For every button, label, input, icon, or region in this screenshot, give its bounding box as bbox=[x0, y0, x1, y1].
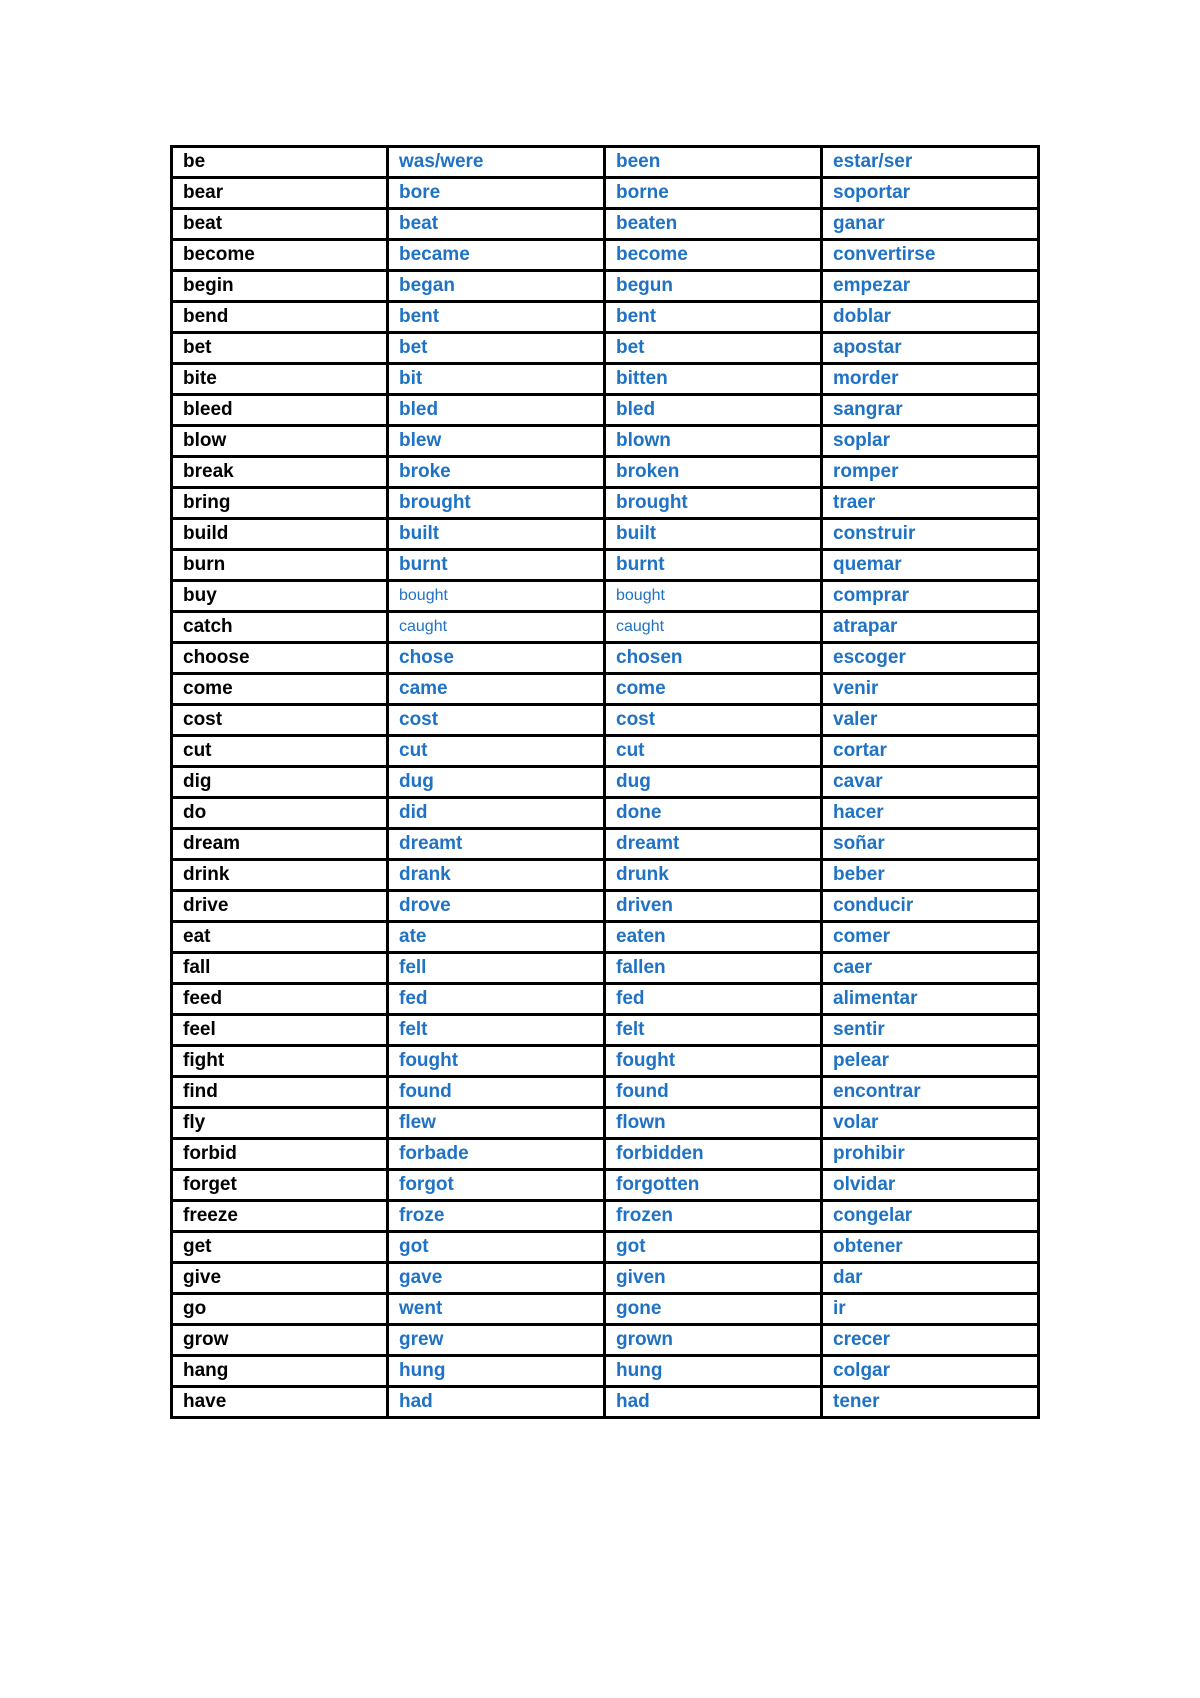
past-participle-cell: dreamt bbox=[605, 829, 822, 860]
spanish-translation-cell: dar bbox=[822, 1263, 1039, 1294]
base-form-cell: forbid bbox=[172, 1139, 388, 1170]
past-simple-cell: flew bbox=[388, 1108, 605, 1139]
past-simple-cell: cost bbox=[388, 705, 605, 736]
base-form-cell: dig bbox=[172, 767, 388, 798]
base-form-cell: cost bbox=[172, 705, 388, 736]
past-participle-cell: gone bbox=[605, 1294, 822, 1325]
table-row bbox=[172, 178, 1039, 209]
table-row bbox=[172, 271, 1039, 302]
past-participle-cell: become bbox=[605, 240, 822, 271]
table-row bbox=[172, 612, 1039, 643]
table-row bbox=[172, 674, 1039, 705]
spanish-translation-cell: sentir bbox=[822, 1015, 1039, 1046]
base-form-cell: bring bbox=[172, 488, 388, 519]
base-form-cell: bear bbox=[172, 178, 388, 209]
past-simple-cell: went bbox=[388, 1294, 605, 1325]
base-form-cell: bet bbox=[172, 333, 388, 364]
past-simple-cell: forbade bbox=[388, 1139, 605, 1170]
spanish-translation-cell: prohibir bbox=[822, 1139, 1039, 1170]
table-row bbox=[172, 488, 1039, 519]
verb-table-body bbox=[172, 147, 1039, 1418]
past-simple-cell: chose bbox=[388, 643, 605, 674]
spanish-translation-cell: comprar bbox=[822, 581, 1039, 612]
spanish-translation-cell: construir bbox=[822, 519, 1039, 550]
past-participle-cell: frozen bbox=[605, 1201, 822, 1232]
table-row bbox=[172, 1046, 1039, 1077]
past-simple-cell: did bbox=[388, 798, 605, 829]
past-simple-cell: bore bbox=[388, 178, 605, 209]
spanish-translation-cell: soportar bbox=[822, 178, 1039, 209]
past-simple-cell: froze bbox=[388, 1201, 605, 1232]
past-participle-cell: eaten bbox=[605, 922, 822, 953]
table-row bbox=[172, 1356, 1039, 1387]
past-simple-cell: had bbox=[388, 1387, 605, 1418]
past-simple-cell: bought bbox=[388, 581, 605, 612]
base-form-cell: drive bbox=[172, 891, 388, 922]
table-row bbox=[172, 209, 1039, 240]
table-row bbox=[172, 829, 1039, 860]
base-form-cell: grow bbox=[172, 1325, 388, 1356]
spanish-translation-cell: obtener bbox=[822, 1232, 1039, 1263]
spanish-translation-cell: valer bbox=[822, 705, 1039, 736]
table-row bbox=[172, 860, 1039, 891]
base-form-cell: eat bbox=[172, 922, 388, 953]
past-simple-cell: bit bbox=[388, 364, 605, 395]
table-row bbox=[172, 1387, 1039, 1418]
spanish-translation-cell: escoger bbox=[822, 643, 1039, 674]
past-participle-cell: dug bbox=[605, 767, 822, 798]
past-participle-cell: come bbox=[605, 674, 822, 705]
table-row bbox=[172, 767, 1039, 798]
base-form-cell: come bbox=[172, 674, 388, 705]
spanish-translation-cell: conducir bbox=[822, 891, 1039, 922]
past-simple-cell: felt bbox=[388, 1015, 605, 1046]
past-simple-cell: ate bbox=[388, 922, 605, 953]
past-simple-cell: was/were bbox=[388, 147, 605, 178]
past-simple-cell: grew bbox=[388, 1325, 605, 1356]
table-row bbox=[172, 1325, 1039, 1356]
table-row bbox=[172, 147, 1039, 178]
past-simple-cell: burnt bbox=[388, 550, 605, 581]
spanish-translation-cell: romper bbox=[822, 457, 1039, 488]
base-form-cell: feel bbox=[172, 1015, 388, 1046]
table-row bbox=[172, 643, 1039, 674]
table-row bbox=[172, 426, 1039, 457]
spanish-translation-cell: apostar bbox=[822, 333, 1039, 364]
spanish-translation-cell: cortar bbox=[822, 736, 1039, 767]
spanish-translation-cell: alimentar bbox=[822, 984, 1039, 1015]
base-form-cell: begin bbox=[172, 271, 388, 302]
base-form-cell: feed bbox=[172, 984, 388, 1015]
past-participle-cell: drunk bbox=[605, 860, 822, 891]
table-row bbox=[172, 1077, 1039, 1108]
spanish-translation-cell: crecer bbox=[822, 1325, 1039, 1356]
base-form-cell: fly bbox=[172, 1108, 388, 1139]
base-form-cell: cut bbox=[172, 736, 388, 767]
past-simple-cell: drove bbox=[388, 891, 605, 922]
past-participle-cell: fallen bbox=[605, 953, 822, 984]
table-row bbox=[172, 1139, 1039, 1170]
base-form-cell: buy bbox=[172, 581, 388, 612]
past-simple-cell: fed bbox=[388, 984, 605, 1015]
past-participle-cell: forbidden bbox=[605, 1139, 822, 1170]
past-participle-cell: got bbox=[605, 1232, 822, 1263]
base-form-cell: find bbox=[172, 1077, 388, 1108]
past-participle-cell: hung bbox=[605, 1356, 822, 1387]
spanish-translation-cell: tener bbox=[822, 1387, 1039, 1418]
base-form-cell: fall bbox=[172, 953, 388, 984]
spanish-translation-cell: venir bbox=[822, 674, 1039, 705]
base-form-cell: catch bbox=[172, 612, 388, 643]
table-row bbox=[172, 395, 1039, 426]
spanish-translation-cell: olvidar bbox=[822, 1170, 1039, 1201]
past-simple-cell: bent bbox=[388, 302, 605, 333]
base-form-cell: freeze bbox=[172, 1201, 388, 1232]
past-simple-cell: caught bbox=[388, 612, 605, 643]
base-form-cell: dream bbox=[172, 829, 388, 860]
table-row bbox=[172, 736, 1039, 767]
past-simple-cell: bet bbox=[388, 333, 605, 364]
table-row bbox=[172, 1263, 1039, 1294]
spanish-translation-cell: convertirse bbox=[822, 240, 1039, 271]
spanish-translation-cell: traer bbox=[822, 488, 1039, 519]
base-form-cell: give bbox=[172, 1263, 388, 1294]
table-row bbox=[172, 302, 1039, 333]
past-simple-cell: bled bbox=[388, 395, 605, 426]
table-row bbox=[172, 364, 1039, 395]
past-simple-cell: broke bbox=[388, 457, 605, 488]
table-row bbox=[172, 891, 1039, 922]
past-participle-cell: forgotten bbox=[605, 1170, 822, 1201]
past-participle-cell: bet bbox=[605, 333, 822, 364]
base-form-cell: be bbox=[172, 147, 388, 178]
base-form-cell: go bbox=[172, 1294, 388, 1325]
past-participle-cell: done bbox=[605, 798, 822, 829]
spanish-translation-cell: quemar bbox=[822, 550, 1039, 581]
base-form-cell: burn bbox=[172, 550, 388, 581]
spanish-translation-cell: colgar bbox=[822, 1356, 1039, 1387]
past-simple-cell: beat bbox=[388, 209, 605, 240]
table-row bbox=[172, 240, 1039, 271]
past-participle-cell: broken bbox=[605, 457, 822, 488]
past-participle-cell: found bbox=[605, 1077, 822, 1108]
past-participle-cell: borne bbox=[605, 178, 822, 209]
spanish-translation-cell: sangrar bbox=[822, 395, 1039, 426]
past-participle-cell: grown bbox=[605, 1325, 822, 1356]
table-row bbox=[172, 1294, 1039, 1325]
base-form-cell: choose bbox=[172, 643, 388, 674]
past-participle-cell: had bbox=[605, 1387, 822, 1418]
past-simple-cell: came bbox=[388, 674, 605, 705]
past-participle-cell: flown bbox=[605, 1108, 822, 1139]
table-row bbox=[172, 922, 1039, 953]
past-simple-cell: dreamt bbox=[388, 829, 605, 860]
table-row bbox=[172, 1170, 1039, 1201]
table-row bbox=[172, 1201, 1039, 1232]
base-form-cell: get bbox=[172, 1232, 388, 1263]
table-row bbox=[172, 953, 1039, 984]
spanish-translation-cell: soñar bbox=[822, 829, 1039, 860]
spanish-translation-cell: soplar bbox=[822, 426, 1039, 457]
past-simple-cell: fell bbox=[388, 953, 605, 984]
base-form-cell: bite bbox=[172, 364, 388, 395]
base-form-cell: blow bbox=[172, 426, 388, 457]
table-row bbox=[172, 705, 1039, 736]
table-row bbox=[172, 1015, 1039, 1046]
spanish-translation-cell: doblar bbox=[822, 302, 1039, 333]
spanish-translation-cell: empezar bbox=[822, 271, 1039, 302]
past-simple-cell: cut bbox=[388, 736, 605, 767]
past-simple-cell: blew bbox=[388, 426, 605, 457]
base-form-cell: have bbox=[172, 1387, 388, 1418]
past-participle-cell: fought bbox=[605, 1046, 822, 1077]
base-form-cell: bend bbox=[172, 302, 388, 333]
table-row bbox=[172, 519, 1039, 550]
past-participle-cell: chosen bbox=[605, 643, 822, 674]
table-row bbox=[172, 1108, 1039, 1139]
spanish-translation-cell: estar/ser bbox=[822, 147, 1039, 178]
spanish-translation-cell: cavar bbox=[822, 767, 1039, 798]
past-participle-cell: caught bbox=[605, 612, 822, 643]
past-participle-cell: bought bbox=[605, 581, 822, 612]
base-form-cell: become bbox=[172, 240, 388, 271]
past-simple-cell: hung bbox=[388, 1356, 605, 1387]
past-simple-cell: drank bbox=[388, 860, 605, 891]
past-participle-cell: bitten bbox=[605, 364, 822, 395]
base-form-cell: beat bbox=[172, 209, 388, 240]
past-participle-cell: cut bbox=[605, 736, 822, 767]
spanish-translation-cell: morder bbox=[822, 364, 1039, 395]
past-simple-cell: began bbox=[388, 271, 605, 302]
spanish-translation-cell: volar bbox=[822, 1108, 1039, 1139]
past-simple-cell: gave bbox=[388, 1263, 605, 1294]
spanish-translation-cell: hacer bbox=[822, 798, 1039, 829]
past-simple-cell: got bbox=[388, 1232, 605, 1263]
past-participle-cell: burnt bbox=[605, 550, 822, 581]
table-row bbox=[172, 333, 1039, 364]
base-form-cell: do bbox=[172, 798, 388, 829]
spanish-translation-cell: pelear bbox=[822, 1046, 1039, 1077]
spanish-translation-cell: ir bbox=[822, 1294, 1039, 1325]
past-simple-cell: fought bbox=[388, 1046, 605, 1077]
past-participle-cell: beaten bbox=[605, 209, 822, 240]
table-row bbox=[172, 984, 1039, 1015]
past-simple-cell: became bbox=[388, 240, 605, 271]
past-simple-cell: forgot bbox=[388, 1170, 605, 1201]
past-participle-cell: brought bbox=[605, 488, 822, 519]
past-simple-cell: brought bbox=[388, 488, 605, 519]
past-participle-cell: driven bbox=[605, 891, 822, 922]
past-simple-cell: dug bbox=[388, 767, 605, 798]
table-row bbox=[172, 581, 1039, 612]
past-participle-cell: bled bbox=[605, 395, 822, 426]
past-participle-cell: blown bbox=[605, 426, 822, 457]
base-form-cell: hang bbox=[172, 1356, 388, 1387]
spanish-translation-cell: beber bbox=[822, 860, 1039, 891]
spanish-translation-cell: comer bbox=[822, 922, 1039, 953]
table-row bbox=[172, 457, 1039, 488]
spanish-translation-cell: encontrar bbox=[822, 1077, 1039, 1108]
base-form-cell: fight bbox=[172, 1046, 388, 1077]
past-participle-cell: given bbox=[605, 1263, 822, 1294]
table-row bbox=[172, 798, 1039, 829]
past-participle-cell: begun bbox=[605, 271, 822, 302]
irregular-verbs-table bbox=[170, 145, 1040, 1419]
base-form-cell: bleed bbox=[172, 395, 388, 426]
spanish-translation-cell: congelar bbox=[822, 1201, 1039, 1232]
past-participle-cell: bent bbox=[605, 302, 822, 333]
past-participle-cell: fed bbox=[605, 984, 822, 1015]
spanish-translation-cell: ganar bbox=[822, 209, 1039, 240]
base-form-cell: build bbox=[172, 519, 388, 550]
past-participle-cell: felt bbox=[605, 1015, 822, 1046]
past-simple-cell: found bbox=[388, 1077, 605, 1108]
past-participle-cell: cost bbox=[605, 705, 822, 736]
table-row bbox=[172, 1232, 1039, 1263]
past-simple-cell: built bbox=[388, 519, 605, 550]
spanish-translation-cell: caer bbox=[822, 953, 1039, 984]
table-row bbox=[172, 550, 1039, 581]
base-form-cell: forget bbox=[172, 1170, 388, 1201]
spanish-translation-cell: atrapar bbox=[822, 612, 1039, 643]
past-participle-cell: been bbox=[605, 147, 822, 178]
past-participle-cell: built bbox=[605, 519, 822, 550]
base-form-cell: drink bbox=[172, 860, 388, 891]
base-form-cell: break bbox=[172, 457, 388, 488]
